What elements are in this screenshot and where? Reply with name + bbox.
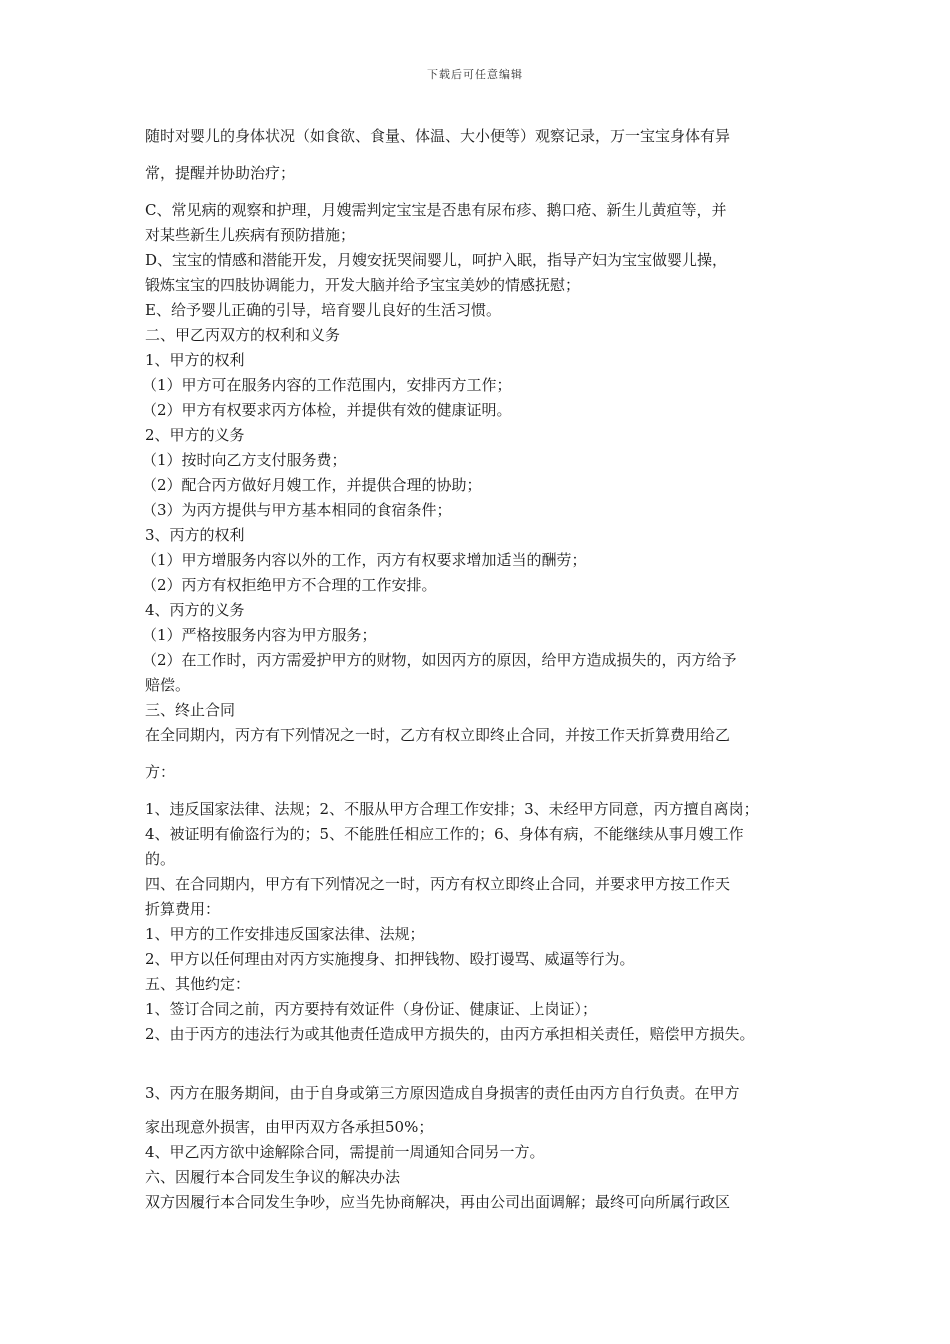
section-heading: 五、其他约定： [145,975,251,993]
page-header: 下载后可任意编辑 [427,68,523,81]
text-line: （2）在工作时，丙方需爱护甲方的财物，如因丙方的原因，给甲方造成损失的，丙方给予 [142,651,737,669]
text-line: 方： [145,763,176,781]
text-line: 1、违反国家法律、法规；2、不服从甲方合理工作安排；3、未经甲方同意，丙方擅自离岗； [145,800,759,818]
text-line: 锻炼宝宝的四肢协调能力，开发大脑并给予宝宝美妙的情感抚慰； [145,276,581,294]
subsection-heading: 3、丙方的权利 [145,526,245,544]
text-line: 3、丙方在服务期间，由于自身或第三方原因造成自身损害的责任由丙方自行负责。在甲方 [145,1084,740,1102]
text-line: 1、甲方的工作安排违反国家法律、法规； [145,925,425,943]
text-line: （3）为丙方提供与甲方基本相同的食宿条件； [142,501,452,519]
text-line: （1）甲方可在服务内容的工作范围内，安排丙方工作； [142,376,512,394]
subsection-heading: 4、丙方的义务 [145,601,245,619]
blank-line [145,1056,825,1081]
text-line: C、常见病的观察和护理，月嫂需判定宝宝是否患有尿布疹、鹅口疮、新生儿黄疸等，并 [145,201,727,219]
text-line: 常，提醒并协助治疗； [145,164,296,182]
subsection-heading: 2、甲方的义务 [145,426,245,444]
text-line: 折算费用： [145,900,221,918]
subsection-heading: 1、甲方的权利 [145,351,245,369]
text-line: 的。 [145,850,176,868]
text-line: 1、签订合同之前，丙方要持有效证件（身份证、健康证、上岗证）； [145,1000,598,1018]
document-body [142,124,825,1215]
text-line: （1）严格按服务内容为甲方服务； [142,626,377,644]
text-line: 4、被证明有偷盗行为的；5、不能胜任相应工作的；6、身体有病，不能继续从事月嫂工作 [145,825,744,843]
text-line: E、给予婴儿正确的引导，培育婴儿良好的生活习惯。 [145,301,501,319]
text-line: （1）甲方增服务内容以外的工作，丙方有权要求增加适当的酬劳； [142,551,587,569]
text-line: 赔偿。 [145,676,191,694]
text-line: （2）配合丙方做好月嫂工作，并提供合理的协助； [142,476,482,494]
text-line: 家出现意外损害，由甲丙双方各承担50%； [145,1118,434,1136]
section-heading: 三、终止合同 [145,701,236,719]
text-line: 随时对婴儿的身体状况（如食欲、食量、体温、大小便等）观察记录，万一宝宝身体有异 [145,127,731,145]
section-heading: 六、因履行本合同发生争议的解决办法 [145,1168,401,1186]
text-line: 2、甲方以任何理由对丙方实施搜身、扣押钱物、殴打谩骂、威逼等行为。 [145,950,635,968]
text-line: D、宝宝的情感和潜能开发，月嫂安抚哭闹婴儿，呵护入眠，指导产妇为宝宝做婴儿操， [145,251,728,269]
section-heading: 二、甲乙丙双方的权利和义务 [145,326,341,344]
text-line: 2、由于丙方的违法行为或其他责任造成甲方损失的，由丙方承担相关责任，赔偿甲方损失。 [145,1025,755,1043]
text-line: 在全同期内，丙方有下列情况之一时，乙方有权立即终止合同，并按工作天折算费用给乙 [145,726,731,744]
section-heading: 四、在合同期内，甲方有下列情况之一时，丙方有权立即终止合同，并要求甲方按工作天 [145,875,731,893]
text-line: （2）甲方有权要求丙方体检，并提供有效的健康证明。 [142,401,512,419]
text-line: （1）按时向乙方支付服务费； [142,451,347,469]
text-line: 4、甲乙丙方欲中途解除合同，需提前一周通知合同另一方。 [145,1143,545,1161]
text-line: 双方因履行本合同发生争吵，应当先协商解决，再由公司出面调解；最终可向所属行政区 [145,1193,731,1211]
text-line: 对某些新生儿疾病有预防措施； [145,226,356,244]
text-line: （2）丙方有权拒绝甲方不合理的工作安排。 [142,576,437,594]
